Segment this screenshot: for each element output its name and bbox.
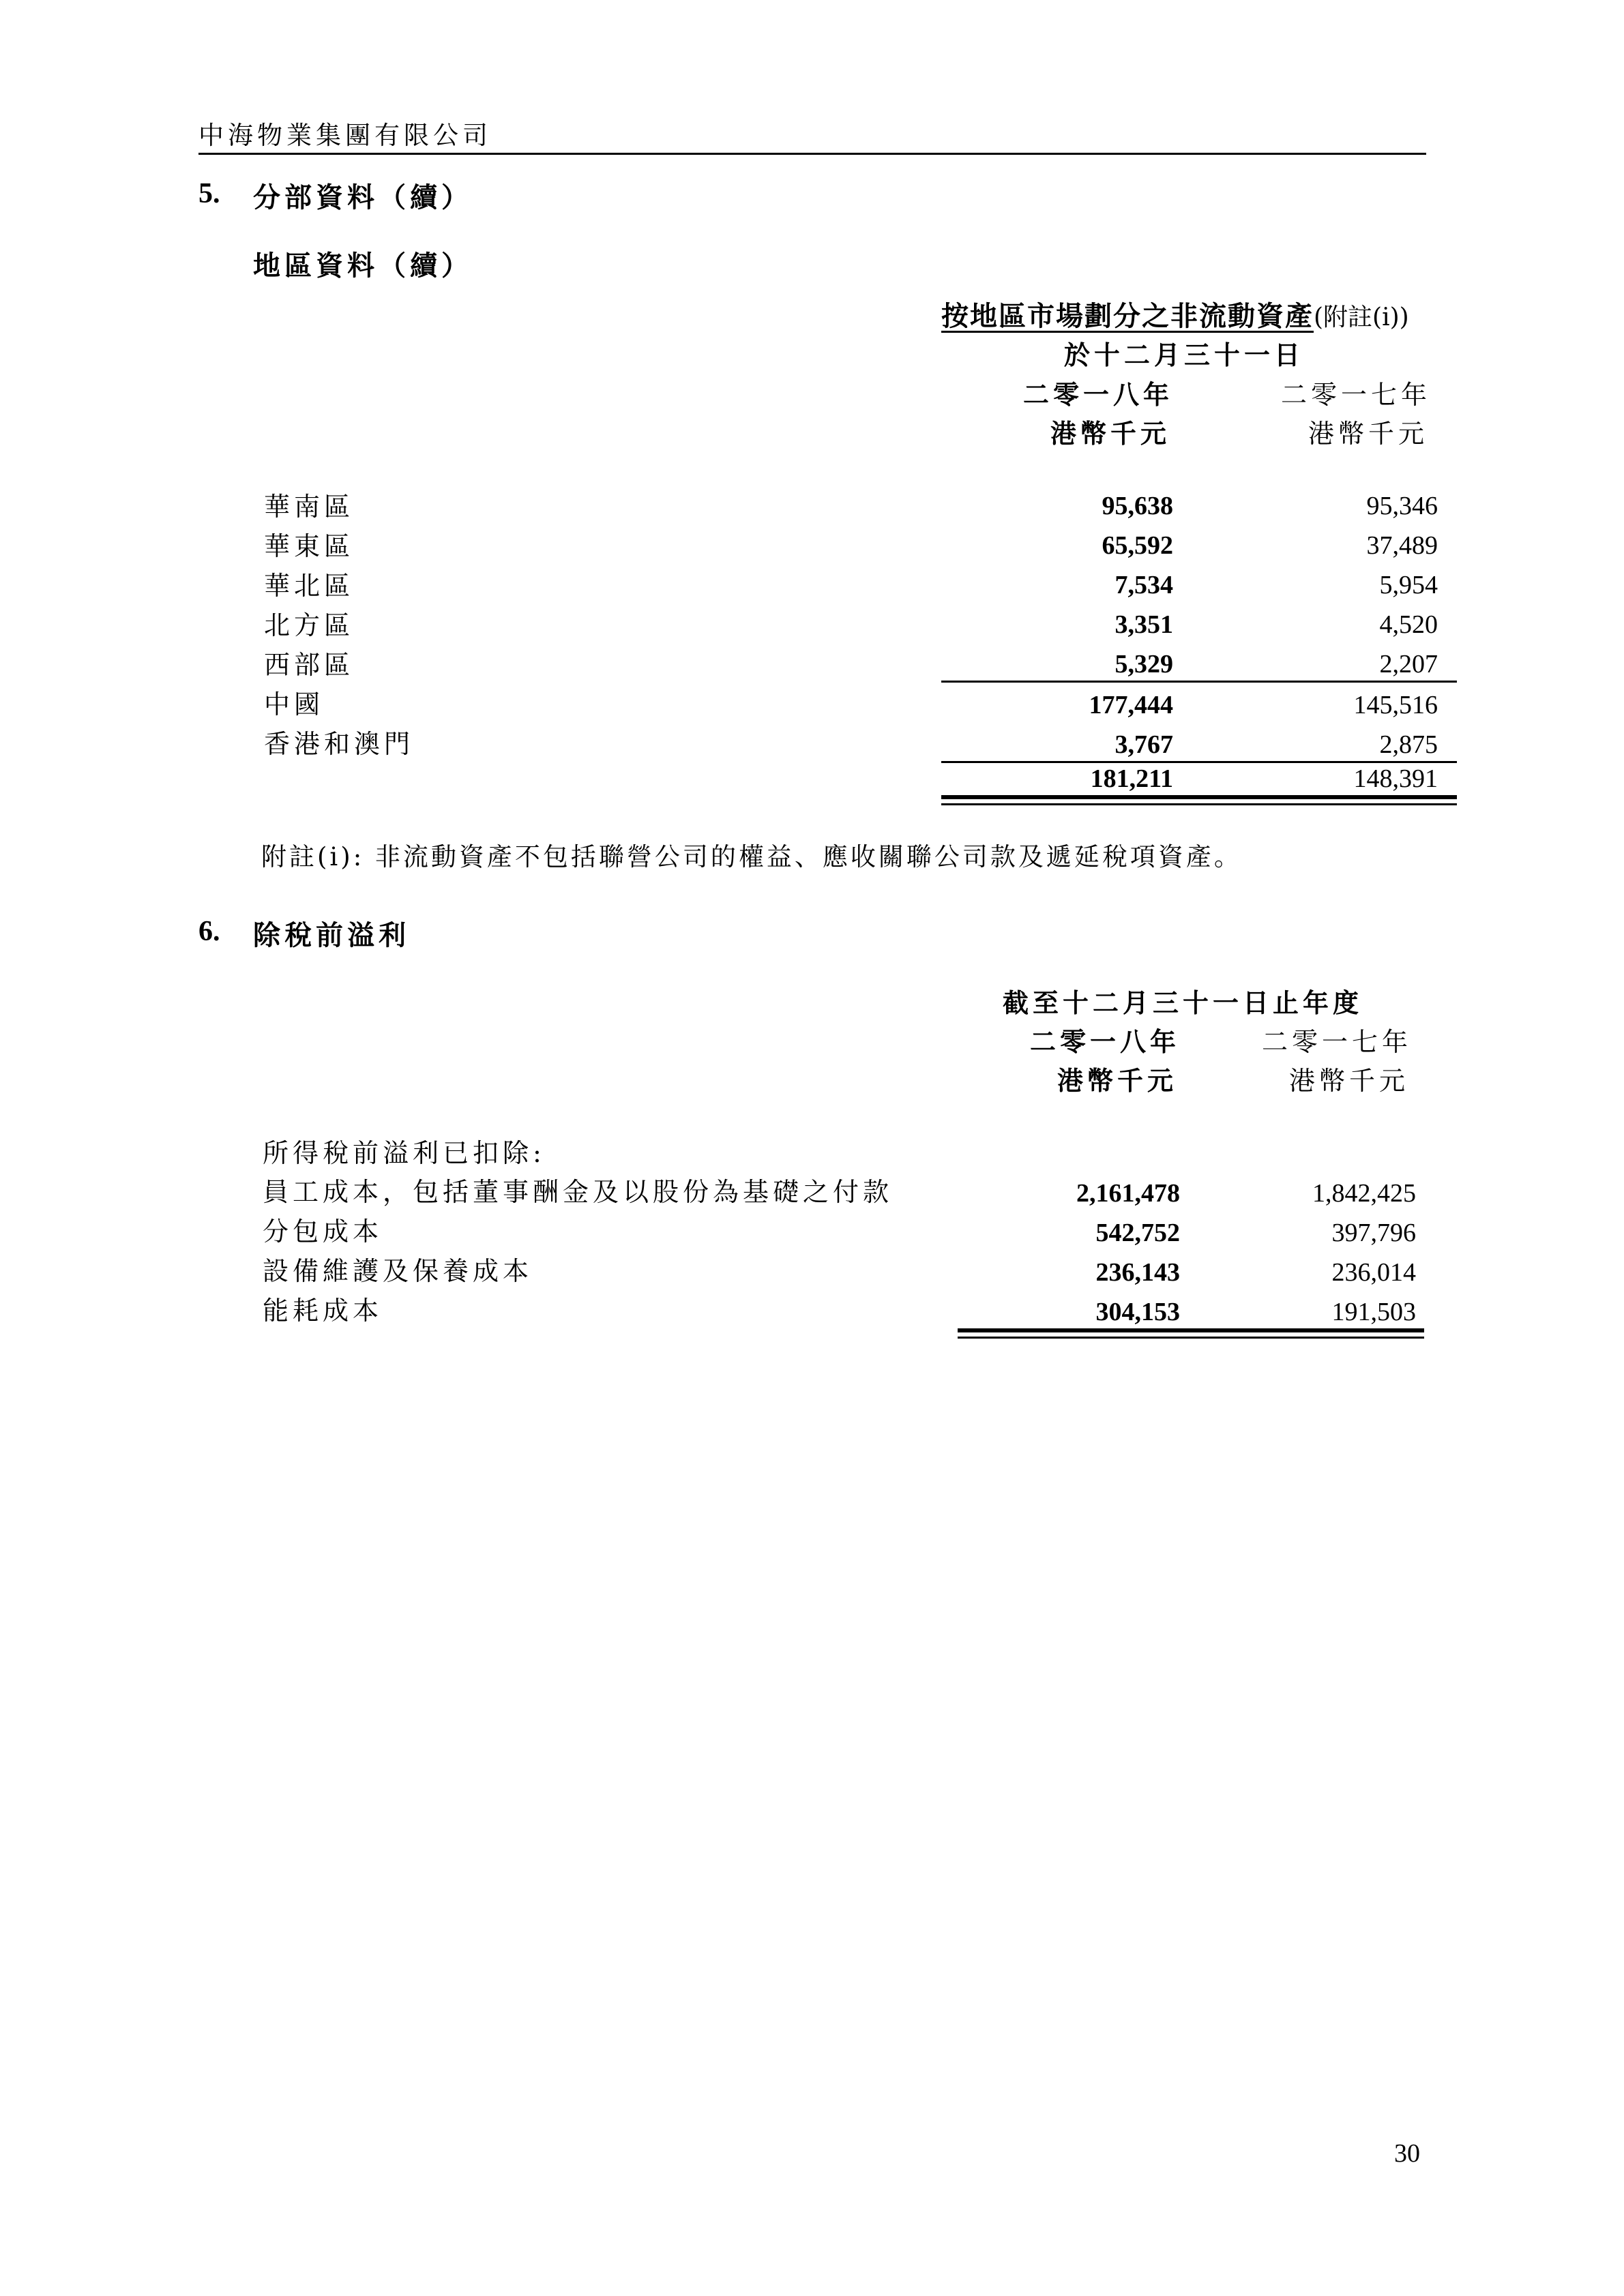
expense-label: 設備維護及保養成本: [263, 1256, 533, 1286]
section6-intro: 所得稅前溢利已扣除:: [263, 1138, 546, 1168]
col-unit-2018: 港幣千元: [1050, 418, 1171, 449]
value-2018: 7,534: [1114, 571, 1173, 599]
date-line: 於十二月三十一日: [1064, 340, 1305, 370]
section6-title: 除稅前溢利: [253, 919, 410, 951]
value-2017: 191,503: [1331, 1298, 1416, 1326]
expense-label: 能耗成本: [263, 1296, 383, 1326]
expense-label: 員工成本，包括董事酬金及以股份為基礎之付款: [263, 1177, 894, 1207]
region-label: 華南區: [264, 492, 355, 522]
page-number: 30: [1394, 2139, 1420, 2168]
region-label: 西部區: [264, 650, 355, 680]
section5-title: 分部資料（續）: [253, 181, 473, 213]
col-unit-2018: 港幣千元: [1057, 1065, 1178, 1096]
value-2018: 236,143: [1095, 1258, 1180, 1287]
col-year-2018: 二零一八年: [1023, 379, 1174, 410]
region-label: 華東區: [264, 531, 355, 561]
header-rule: [198, 153, 1426, 155]
period-line: 截至十二月三十一日止年度: [1003, 987, 1363, 1018]
total-double-rule-1: [941, 795, 1457, 799]
region-label: 北方區: [264, 610, 355, 640]
section5-subtitle: 地區資料（續）: [253, 250, 473, 282]
company-header: 中海物業集團有限公司: [198, 121, 492, 150]
value-2018: 65,592: [1102, 531, 1173, 560]
value-2017: 397,796: [1331, 1219, 1416, 1247]
section5-note: 附註(i): 非流動資產不包括聯營公司的權益、應收關聯公司款及遞延稅項資產。: [261, 842, 1242, 871]
section6-number: 6.: [198, 916, 220, 947]
value-2017: 2,875: [1379, 730, 1438, 759]
value-2017: 236,014: [1331, 1258, 1416, 1287]
value-2017: 5,954: [1379, 571, 1438, 599]
col-unit-2017: 港幣千元: [1308, 419, 1429, 449]
value-2018: 542,752: [1095, 1219, 1180, 1247]
region-label: 華北區: [264, 571, 355, 601]
table-caption: [941, 295, 1409, 333]
region-label: 中國: [264, 689, 325, 719]
value-2018: 177,444: [1089, 691, 1173, 719]
total-2018: 181,211: [1090, 764, 1173, 793]
subtotal-rule: [941, 681, 1457, 683]
value-2017: 145,516: [1353, 691, 1438, 719]
value-2018: 95,638: [1102, 492, 1173, 520]
region-label: 香港和澳門: [264, 729, 415, 759]
total-2017: 148,391: [1353, 764, 1438, 793]
value-2018: 2,161,478: [1076, 1179, 1180, 1208]
col-year-2017: 二零一七年: [1281, 380, 1432, 410]
value-2017: 2,207: [1379, 650, 1438, 679]
section6-double-rule-2: [958, 1337, 1424, 1339]
value-2018: 3,767: [1114, 730, 1173, 759]
table-caption-text: 按地區市場劃分之非流動資產: [941, 300, 1314, 332]
value-2018: 304,153: [1095, 1298, 1180, 1326]
total-double-rule-2: [941, 803, 1457, 805]
value-2018: 3,351: [1114, 610, 1173, 639]
total-top-rule: [941, 761, 1457, 763]
col-year-2018: 二零一八年: [1030, 1026, 1181, 1057]
section6-double-rule-1: [958, 1328, 1424, 1332]
col-unit-2017: 港幣千元: [1289, 1066, 1410, 1096]
expense-label: 分包成本: [263, 1217, 383, 1247]
section5-number: 5.: [198, 178, 220, 209]
value-2017: 37,489: [1366, 531, 1438, 560]
value-2018: 5,329: [1114, 650, 1173, 679]
table-caption-note: (附註(i)): [1314, 303, 1409, 331]
value-2017: 95,346: [1366, 492, 1438, 520]
value-2017: 1,842,425: [1312, 1179, 1416, 1208]
value-2017: 4,520: [1379, 610, 1438, 639]
col-year-2017: 二零一七年: [1262, 1027, 1413, 1057]
